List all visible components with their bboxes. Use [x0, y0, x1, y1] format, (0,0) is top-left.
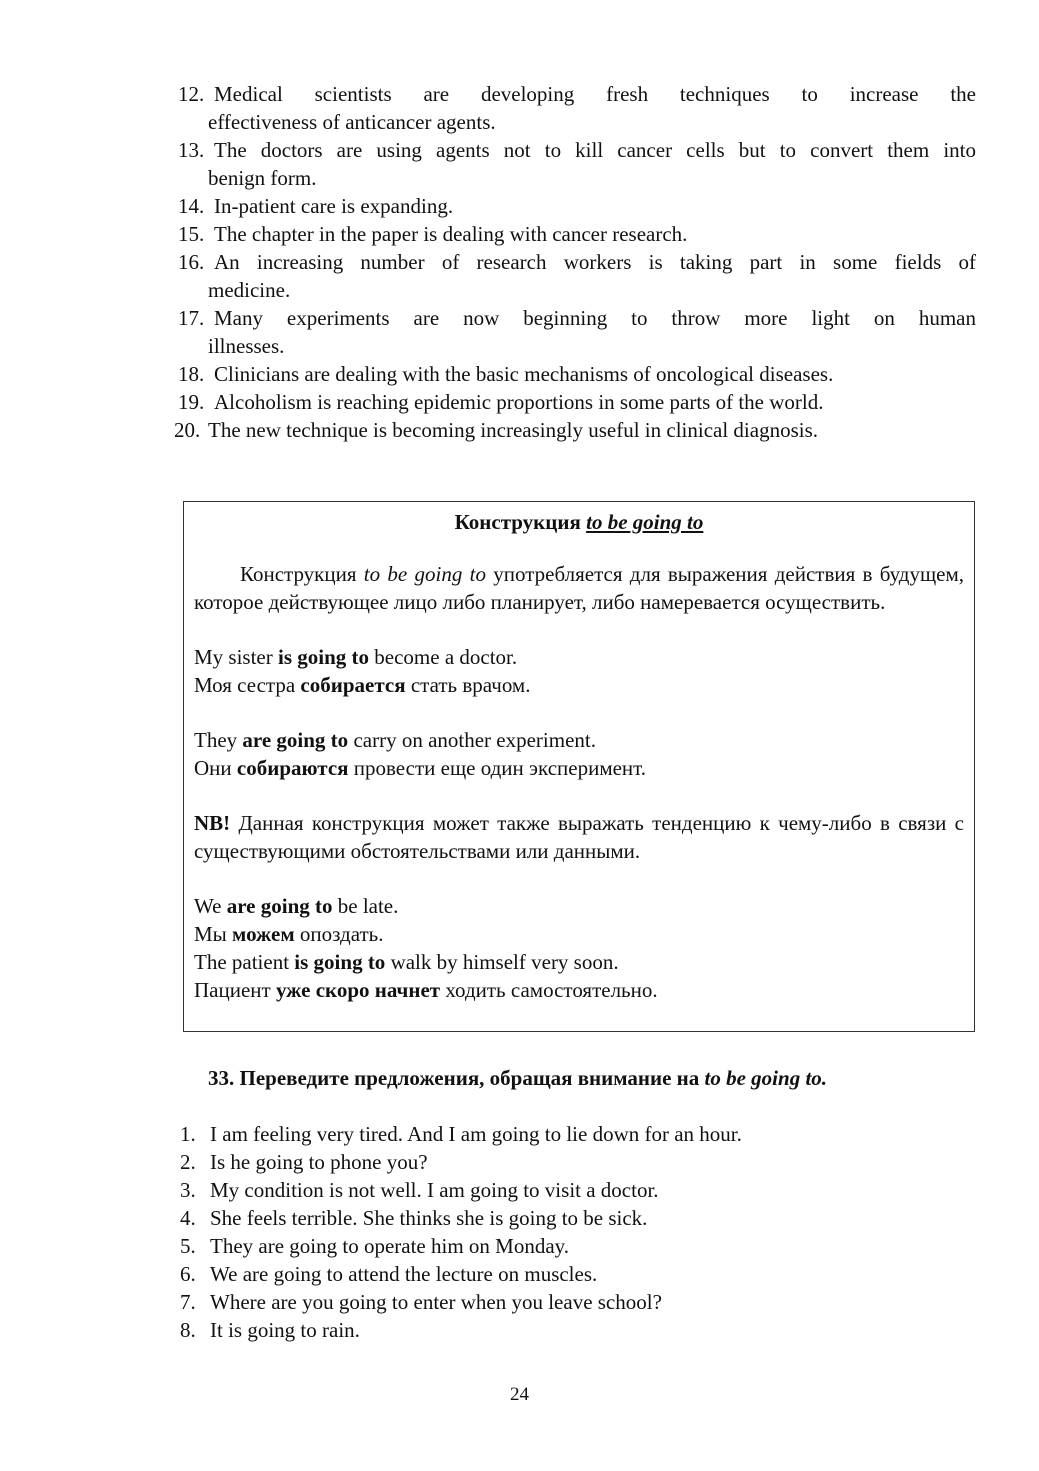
example-russian: Моя сестра собирается стать врачом.	[194, 673, 531, 697]
rule-intro: Конструкция to be going to употребляется для выражения действия в будущем, которое действующее лицо либо планирует, либо намеревается осуществить.	[194, 562, 965, 614]
list-item: 12. Medical scientists are developing fresh techniques to increase the	[178, 82, 976, 106]
exercise-list	[180, 1120, 940, 1344]
top-sentence-list	[174, 80, 976, 444]
example-english: We are going to be late.	[194, 894, 399, 918]
list-item: 15. The chapter in the paper is dealing with cancer research.	[178, 222, 688, 246]
list-item: 3. My condition is not well. I am going to visit a doctor.	[180, 1178, 659, 1202]
list-item-continuation: benign form.	[208, 166, 317, 190]
rule-title: Конструкция to be going to	[454, 510, 704, 534]
list-item: 13. The doctors are using agents not to kill cancer cells but to convert them into	[178, 138, 976, 162]
list-item: 1. I am feeling very tired. And I am going to lie down for an hour.	[180, 1122, 742, 1146]
list-item: 6. We are going to attend the lecture on muscles.	[180, 1262, 598, 1286]
list-item: 8. It is going to rain.	[180, 1318, 360, 1342]
list-item-continuation: effectiveness of anticancer agents.	[208, 110, 496, 134]
example-english: The patient is going to walk by himself very soon.	[194, 950, 619, 974]
grammar-rule-box	[183, 501, 975, 1032]
example-russian: Они собираются провести еще один эксперимент.	[194, 756, 647, 780]
exercise-heading: 33. Переведите предложения, обращая внимание на to be going to.	[208, 1066, 828, 1090]
list-item: 2. Is he going to phone you?	[180, 1150, 428, 1174]
example-english: They are going to carry on another experiment.	[194, 728, 596, 752]
example-english: My sister is going to become a doctor.	[194, 645, 518, 669]
nb-note: NB! Данная конструкция может также выражать тенденцию к чему-либо в связи с существующими обстоятельствами или данными.	[194, 811, 964, 863]
list-item: 20. The new technique is becoming increasingly useful in clinical diagnosis.	[174, 418, 819, 442]
list-item-continuation: illnesses.	[208, 334, 285, 358]
list-item: 7. Where are you going to enter when you leave school?	[180, 1290, 662, 1314]
list-item: 16. An increasing number of research workers is taking part in some fields of	[178, 250, 976, 274]
list-item: 17. Many experiments are now beginning to throw more light on human	[178, 306, 976, 330]
list-item: 5. They are going to operate him on Monday.	[180, 1234, 570, 1258]
list-item-continuation: medicine.	[208, 278, 291, 302]
example-russian: Мы можем опоздать.	[194, 922, 384, 946]
page-number: 24	[510, 1384, 529, 1405]
list-item: 18. Clinicians are dealing with the basic mechanisms of oncological diseases.	[178, 362, 834, 386]
list-item: 19. Alcoholism is reaching epidemic proportions in some parts of the world.	[178, 390, 824, 414]
list-item: 14. In-patient care is expanding.	[178, 194, 454, 218]
example-russian: Пациент уже скоро начнет ходить самостоятельно.	[194, 978, 658, 1002]
list-item: 4. She feels terrible. She thinks she is going to be sick.	[180, 1206, 648, 1230]
